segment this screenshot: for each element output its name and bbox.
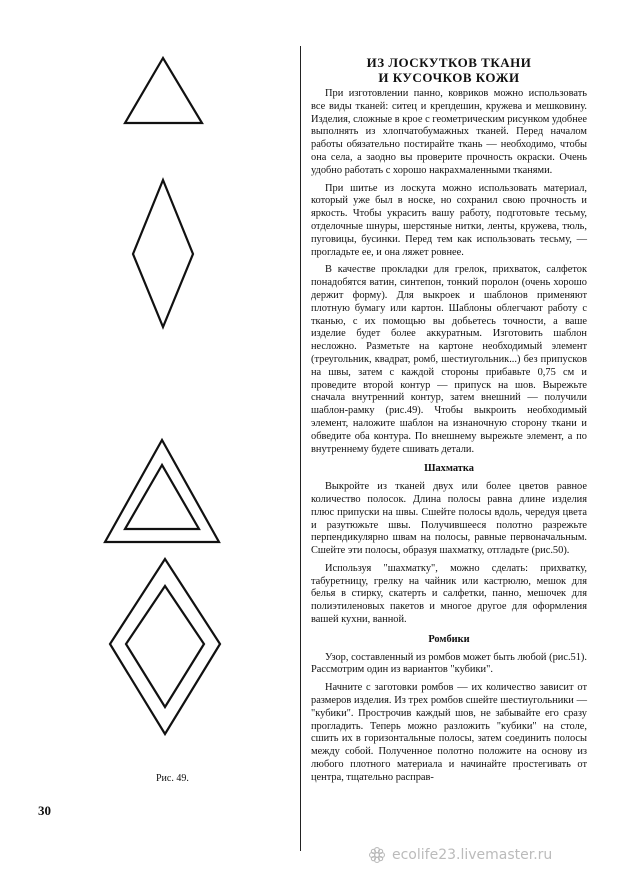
paragraph: В качестве прокладки для грелок, прихваток, салфеток понадобятся ватин, синтепон, тонкий поролон (очень хорошо держит форму). Для выкроек и шаблонов применяют плотную бумагу или картон. Шаблоны облегчают работу с тканью, с их помощью вы добьетесь точности, а ваше изделие будет более аккуратным. Изготовить шаблон несложно. Разметьте на картоне необходимый элемент (треугольник, квадрат, ромб, шестиугольник...) без припусков на швы, затем с каждой стороны прибавьте 0,75 см и проведите второй контур — припуск на шов. Вырежьте сначала внутренний контур, затем внешний — получили шаблон-рамку (рис.49). Чтобы выкроить необходимый элемент, наложите шаблон на изнаночную сторону ткани и обведите оба контура. По внешнему вырежьте элемент, а по внутреннему будете сшивать детали. [311, 264, 587, 455]
paragraph: Начните с заготовки ромбов — их количество зависит от размеров изделия. Из трех ромбов сшейте шестиугольники — "кубики". Прострочив каждый шов, не забывайте его сразу прогладить. Теперь можно разложить "кубики" на столе, сшить их в горизонтальные полосы, затем соединить полосы между собой. Полученное полотно положите на основу из любого плотного материала и начинайте простегивать от центра, тщательно расправ- [311, 682, 587, 783]
flower-icon [368, 846, 386, 864]
article-title [311, 55, 587, 85]
paragraph: При шитье из лоскута можно использовать материал, который уже был в носке, но сохранил свою прочность и яркость. Чтобы украсить вашу работу, подготовьте тесьму, отделочные шнуры, шерстяные нитки, ленты, кружева, тюль, пуговицы, бусинки. Перед тем как использовать тесьму, — прогладьте ее, и она ляжет ровнее. [311, 182, 587, 258]
text-column [311, 55, 587, 790]
paragraph: Используя "шахматку", можно сделать: прихватку, табуретницу, грелку на чайник или кастрюлю, мешок для белья в стирку, скатерть и салфетки, панно, мешочек для полиэтиленовых пакетов и многое другое для оформления вашей кухни, ванной. [311, 562, 587, 626]
rhombus-shape [133, 180, 193, 327]
watermark-text: ecolife23.livemaster.ru [392, 847, 553, 863]
title-line-1: ИЗ ЛОСКУТКОВ ТКАНИ [366, 55, 532, 70]
column-divider [300, 46, 301, 851]
triangle-shape [125, 58, 202, 123]
section-heading-rhombus: Ромбики [428, 633, 470, 645]
page-number: 30 [38, 803, 51, 818]
triangle-frame-inner [125, 465, 199, 529]
triangle-frame-outer [105, 440, 219, 542]
paragraph: При изготовлении панно, ковриков можно использовать все виды тканей: ситец и крепдешин, кружева и мешковину. Изделия, сложные в крое с геометрическим рисунком удобнее выполнять из хлопчатобумажных тканей. Перед началом работы обязательно постирайте ткань — необходимо, чтобы она села, а заодно вы проверите прочность окраски. Очень удобно работать с хорошо накрахмаленными тканями. [311, 88, 587, 176]
figure-49 [95, 40, 245, 780]
paragraph: Узор, составленный из ромбов может быть любой (рис.51). Рассмотрим один из вариантов "кубики". [311, 651, 587, 676]
title-line-2: И КУСОЧКОВ КОЖИ [378, 70, 520, 85]
figure-caption: Рис. 49. [156, 773, 189, 784]
section-heading-chess: Шахматка [424, 463, 474, 475]
paragraph: Выкройте из тканей двух или более цветов равное количество полосок. Длина полосы равна длине изделия плюс припуски на швы. Сшейте полосы вдоль, чередуя цвета и разутюжьте швы. Получившееся полотно разрежьте перпендикулярно швам на полосы, равные первоначальным. Сшейте эти полосы, образуя шахматку, отгладьте (рис.50). [311, 481, 587, 557]
watermark [368, 846, 552, 864]
template-shapes-drawing [95, 40, 245, 780]
